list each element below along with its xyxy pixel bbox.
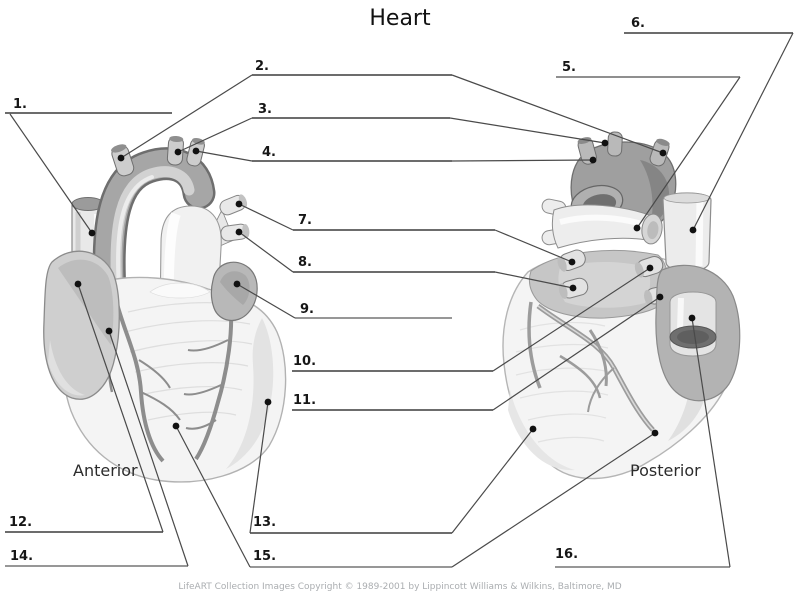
leader-line-2-anterior — [121, 75, 252, 158]
anchor-dot-13b — [530, 426, 537, 433]
leader-line-3-posterior — [450, 118, 605, 143]
anterior-heart-illustration — [44, 135, 286, 481]
anchor-dot-3b — [602, 140, 609, 147]
label-number-10: 10. — [293, 354, 317, 369]
posterior-view-caption: Posterior — [630, 461, 701, 480]
anchor-dot-7b — [569, 259, 576, 266]
anchor-dot-2b — [660, 150, 667, 157]
anchor-dot-4a — [193, 148, 200, 155]
anchor-dot-15a — [173, 423, 180, 430]
anchor-dot-14 — [106, 328, 113, 335]
anterior-view-caption: Anterior — [73, 461, 138, 480]
anchor-dot-8a — [236, 229, 243, 236]
page-title: Heart — [369, 6, 431, 31]
label-number-12: 12. — [9, 515, 33, 530]
leader-line-13-posterior — [452, 429, 533, 533]
anchor-dot-7a — [236, 201, 243, 208]
anchor-dot-2a — [118, 155, 125, 162]
posterior-heart-illustration — [503, 132, 740, 479]
anchor-dot-11 — [657, 294, 664, 301]
leader-line-3-anterior — [178, 118, 252, 152]
label-number-13: 13. — [253, 515, 277, 530]
leader-line-4-posterior — [452, 160, 593, 161]
leader-line-1 — [10, 114, 92, 233]
anchor-dot-16 — [689, 315, 696, 322]
label-number-3: 3. — [258, 102, 272, 117]
label-number-5: 5. — [562, 60, 576, 75]
superior-vena-cava-posterior — [663, 193, 711, 271]
label-number-4: 4. — [262, 145, 276, 160]
inferior-vena-cava-posterior — [656, 265, 740, 400]
label-number-9: 9. — [300, 302, 314, 317]
anchor-dot-8b — [570, 285, 577, 292]
anchor-dot-15b — [652, 430, 659, 437]
label-number-2: 2. — [255, 59, 269, 74]
label-number-6: 6. — [631, 16, 645, 31]
label-number-7: 7. — [298, 213, 312, 228]
label-number-1: 1. — [13, 97, 27, 112]
label-number-15: 15. — [253, 549, 277, 564]
anchor-dot-1 — [89, 230, 96, 237]
label-number-11: 11. — [293, 393, 317, 408]
anchor-dot-12 — [75, 281, 82, 288]
label-number-16: 16. — [555, 547, 579, 562]
anchor-dot-13a — [265, 399, 272, 406]
right-atrium-anterior — [44, 251, 120, 399]
label-number-14: 14. — [10, 549, 34, 564]
anchor-dot-6 — [690, 227, 697, 234]
anchor-dot-9 — [234, 281, 241, 288]
leader-line-4-anterior — [196, 151, 252, 161]
label-number-8: 8. — [298, 255, 312, 270]
anchor-dot-5 — [634, 225, 641, 232]
right-pulmonary-branch-upper — [218, 193, 249, 217]
leader-line-2-posterior — [452, 75, 663, 153]
copyright-notice: LifeART Collection Images Copyright © 1989-2001 by Lippincott Williams & Wilkins, Baltimore, MD — [178, 582, 622, 592]
anchor-dot-3a — [175, 149, 182, 156]
anchor-dot-10 — [647, 265, 654, 272]
leader-line-6 — [693, 33, 793, 230]
anchor-dot-4b — [590, 157, 597, 164]
